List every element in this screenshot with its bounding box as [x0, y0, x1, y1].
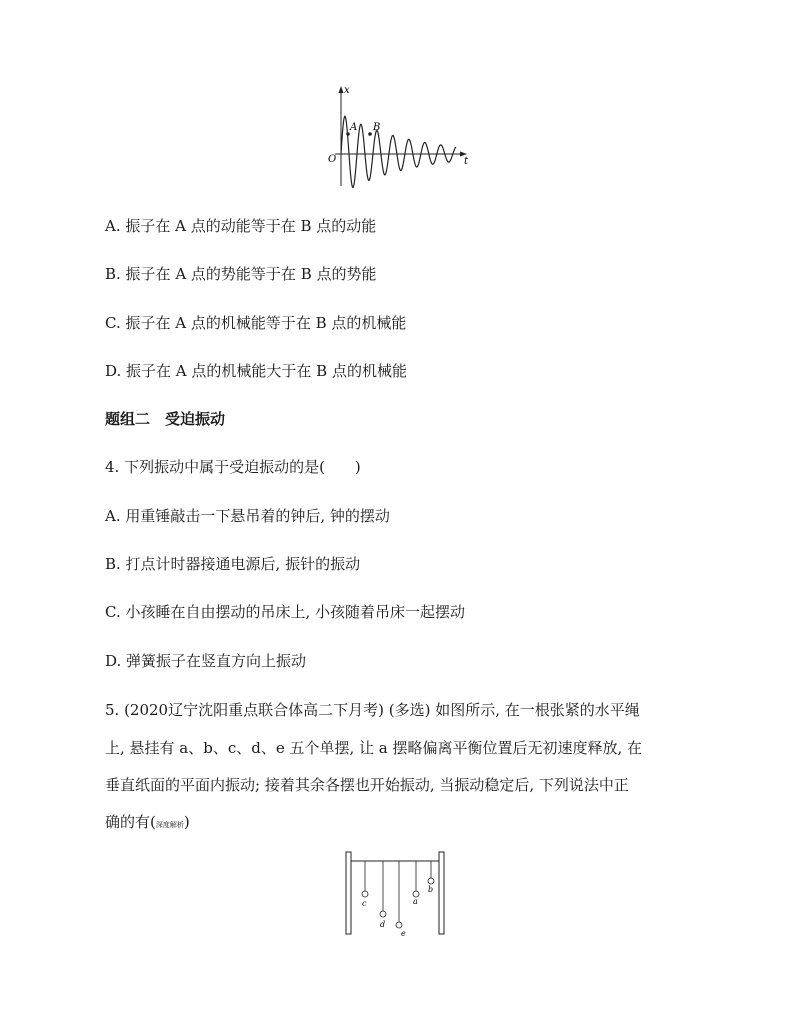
damped-oscillation-graph	[325, 82, 475, 192]
q3-option-c: C. 振子在 A 点的机械能等于在 B 点的机械能	[105, 314, 407, 332]
point-b-label: B	[373, 122, 381, 133]
q5-line-4-suffix: )	[183, 813, 190, 831]
pendulum-c-bob	[362, 891, 368, 897]
pendulum-a-label: a	[413, 897, 418, 906]
x-axis-label: x	[344, 85, 350, 96]
right-post	[439, 852, 444, 934]
section-title: 题组二 受迫振动	[105, 410, 226, 428]
q5-line-1: 5. (2020辽宁沈阳重点联合体高二下月考) (多选) 如图所示, 在一根张紧的水平绳	[105, 701, 640, 719]
q5-line-4	[105, 812, 190, 835]
pendulum-e-label: e	[401, 929, 406, 938]
q5-line-4-prefix: 确的有(	[105, 813, 156, 831]
origin-label: O	[328, 154, 337, 165]
t-axis-label: t	[464, 156, 469, 167]
q4-option-d: D. 弹簧振子在竖直方向上振动	[105, 652, 307, 670]
pendulum-frame-diagram	[342, 850, 450, 938]
oscillation-curve	[341, 116, 456, 187]
q5-line-3: 垂直纸面的平面内振动; 接着其余各摆也开始振动, 当振动稳定后, 下列说法中正	[105, 776, 629, 794]
q4-option-b: B. 打点计时器接通电源后, 振针的振动	[105, 555, 361, 573]
x-axis-arrow	[339, 86, 344, 93]
q4-stem: 4. 下列振动中属于受迫振动的是( )	[105, 458, 361, 476]
point-a-label: A	[350, 122, 358, 133]
q4-option-a: A. 用重锤敲击一下悬吊着的钟后, 钟的摆动	[105, 507, 390, 525]
q3-option-b: B. 振子在 A 点的势能等于在 B 点的势能	[105, 265, 377, 283]
deep-analysis-tag: 深度解析	[155, 821, 184, 829]
pendulum-b-bob	[428, 878, 434, 884]
left-post	[346, 852, 351, 934]
pendulum-d-label: d	[380, 920, 386, 929]
pendulum-d-bob	[380, 911, 386, 917]
pendulum-c-label: c	[362, 899, 367, 908]
q3-option-a: A. 振子在 A 点的动能等于在 B 点的动能	[105, 217, 377, 235]
q3-option-d: D. 振子在 A 点的机械能大于在 B 点的机械能	[105, 362, 407, 380]
pendulum-b-label: b	[428, 885, 434, 894]
pendulum-e-bob	[396, 922, 402, 928]
q5-line-2: 上, 悬挂有 a、b、c、d、e 五个单摆, 让 a 摆略偏离平衡位置后无初速度释放, 在	[105, 739, 643, 757]
point-b-dot	[368, 132, 372, 136]
q4-option-c: C. 小孩睡在自由摆动的吊床上, 小孩随着吊床一起摆动	[105, 603, 466, 621]
